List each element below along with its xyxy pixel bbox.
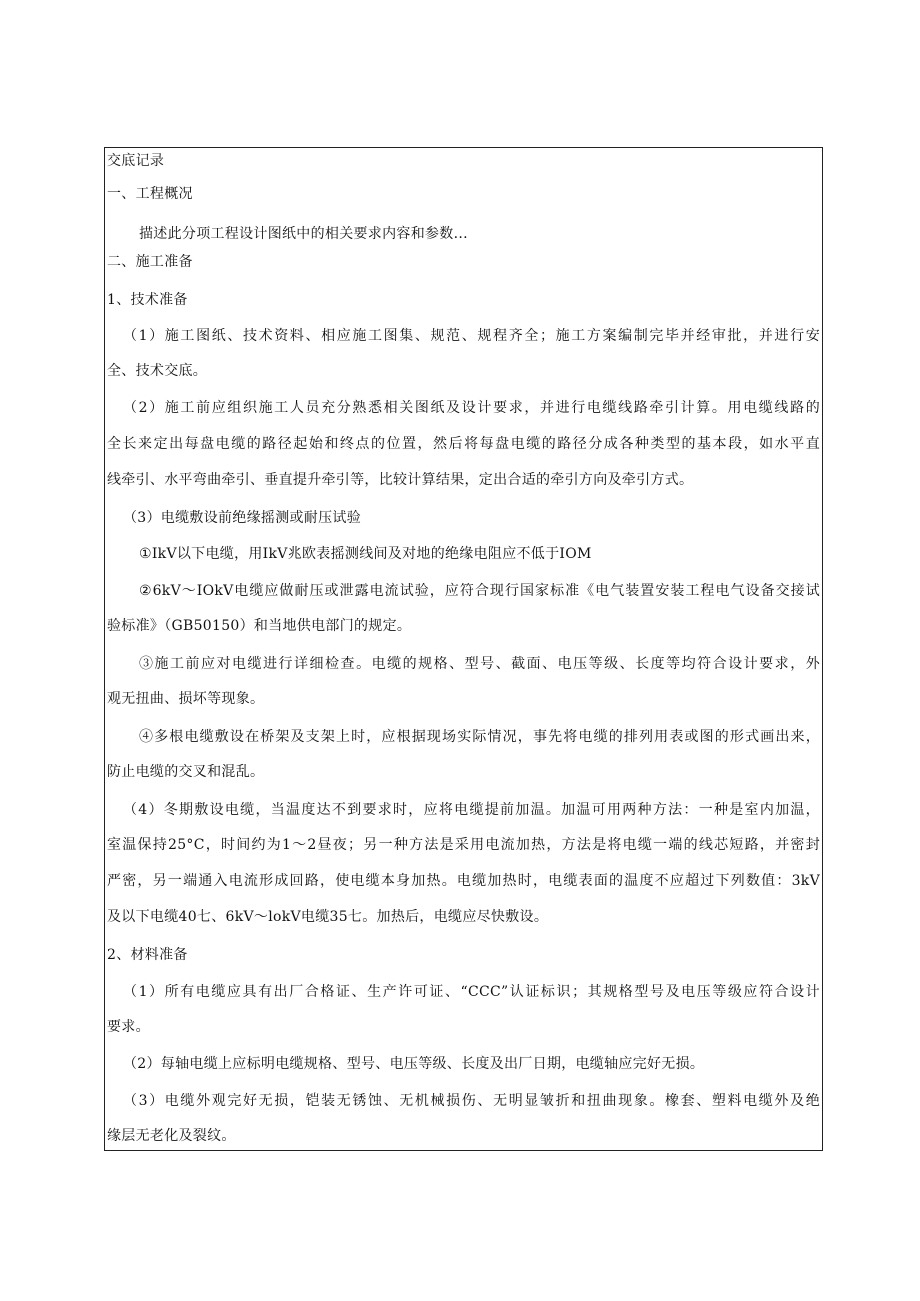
material-item-1-line-2: 要求。 [107,1019,150,1035]
tech-item-4-line-1: （4）冬期敷设电缆，当温度达不到要求时，应将电缆提前加温。加温可用两种方法：一种是室内加温， [123,802,820,818]
tech-item-1-line-2: 全、技术交底。 [107,363,208,379]
disclosure-record-table [104,147,823,1151]
material-preparation-title: 2、材料准备 [107,947,188,963]
tech-item-2-line-3: 线牵引、水平弯曲牵引、垂直提升牵引等，比较计算结果，定出合适的牵引方向及牵引方式。 [107,472,694,488]
tech-item-2-line-2: 全长来定出每盘电缆的路径起始和终点的位置，然后将每盘电缆的路径分成各种类型的基本段，如水平直 [107,436,820,452]
tech-item-1-line-1: （1）施工图纸、技术资料、相应施工图集、规范、规程齐全；施工方案编制完毕并经审批，并进行安 [123,328,820,344]
material-item-2: （2）每轴电缆上应标明电缆规格、型号、电压等级、长度及出厂日期，电缆轴应完好无损。 [123,1056,705,1072]
record-header: 交底记录 [107,153,165,169]
material-item-3-line-1: （3）电缆外观完好无损，铠装无锈蚀、无机械损伤、无明显皱折和扭曲现象。橡套、塑料电缆外及绝 [123,1093,820,1109]
tech-item-4-line-4: 及以下电缆40七、6kV～lokV电缆35七。加热后，电缆应尽快敷设。 [107,909,549,925]
tech-item-4-line-2: 室温保持25°C，时间约为1～2昼夜；另一种方法是采用电流加热，方法是将电缆一端的线芯短路，并密封 [107,837,820,853]
section-preparation-title: 二、施工准备 [107,254,193,270]
test-item-2-line-1: ②6kV～IOkV电缆应做耐压或泄露电流试验，应符合现行国家标准《电气装置安装工程电气设备交接试 [139,583,820,599]
test-item-3-line-2: 观无扭曲、损坏等现象。 [107,691,265,707]
technical-preparation-title: 1、技术准备 [107,292,188,308]
test-item-4-line-1: ④多根电缆敷设在桥架及支架上时，应根据现场实际情况，事先将电缆的排列用表或图的形式画出来， [139,729,820,745]
test-item-2-line-2: 验标准》（GB50150）和当地供电部门的规定。 [107,618,412,634]
section-overview-title: 一、工程概况 [107,186,193,202]
material-item-3-line-2: 缘层无老化及裂纹。 [107,1128,236,1144]
overview-body: 描述此分项工程设计图纸中的相关要求内容和参数... [139,226,468,242]
tech-item-2-line-1: （2）施工前应组织施工人员充分熟悉相关图纸及设计要求，并进行电缆线路牵引计算。用电缆线路的 [123,400,820,416]
test-item-4-line-2: 防止电缆的交叉和混乱。 [107,764,265,780]
material-item-1-line-1: （1）所有电缆应具有出厂合格证、生产许可证、“CCC”认证标识；其规格型号及电压等级应符合设计 [123,984,820,1000]
tech-item-3: （3）电缆敷设前绝缘摇测或耐压试验 [123,510,362,526]
tech-item-4-line-3: 严密，另一端通入电流形成回路，使电缆本身加热。电缆加热时，电缆表面的温度不应超过下列数值：3kV [107,873,820,889]
test-item-1: ①IkV以下电缆，用IkV兆欧表摇测线间及对地的绝缘电阻应不低于IOM [139,546,592,562]
test-item-3-line-1: ③施工前应对电缆进行详细检查。电缆的规格、型号、截面、电压等级、长度等均符合设计要求，外 [139,656,820,672]
